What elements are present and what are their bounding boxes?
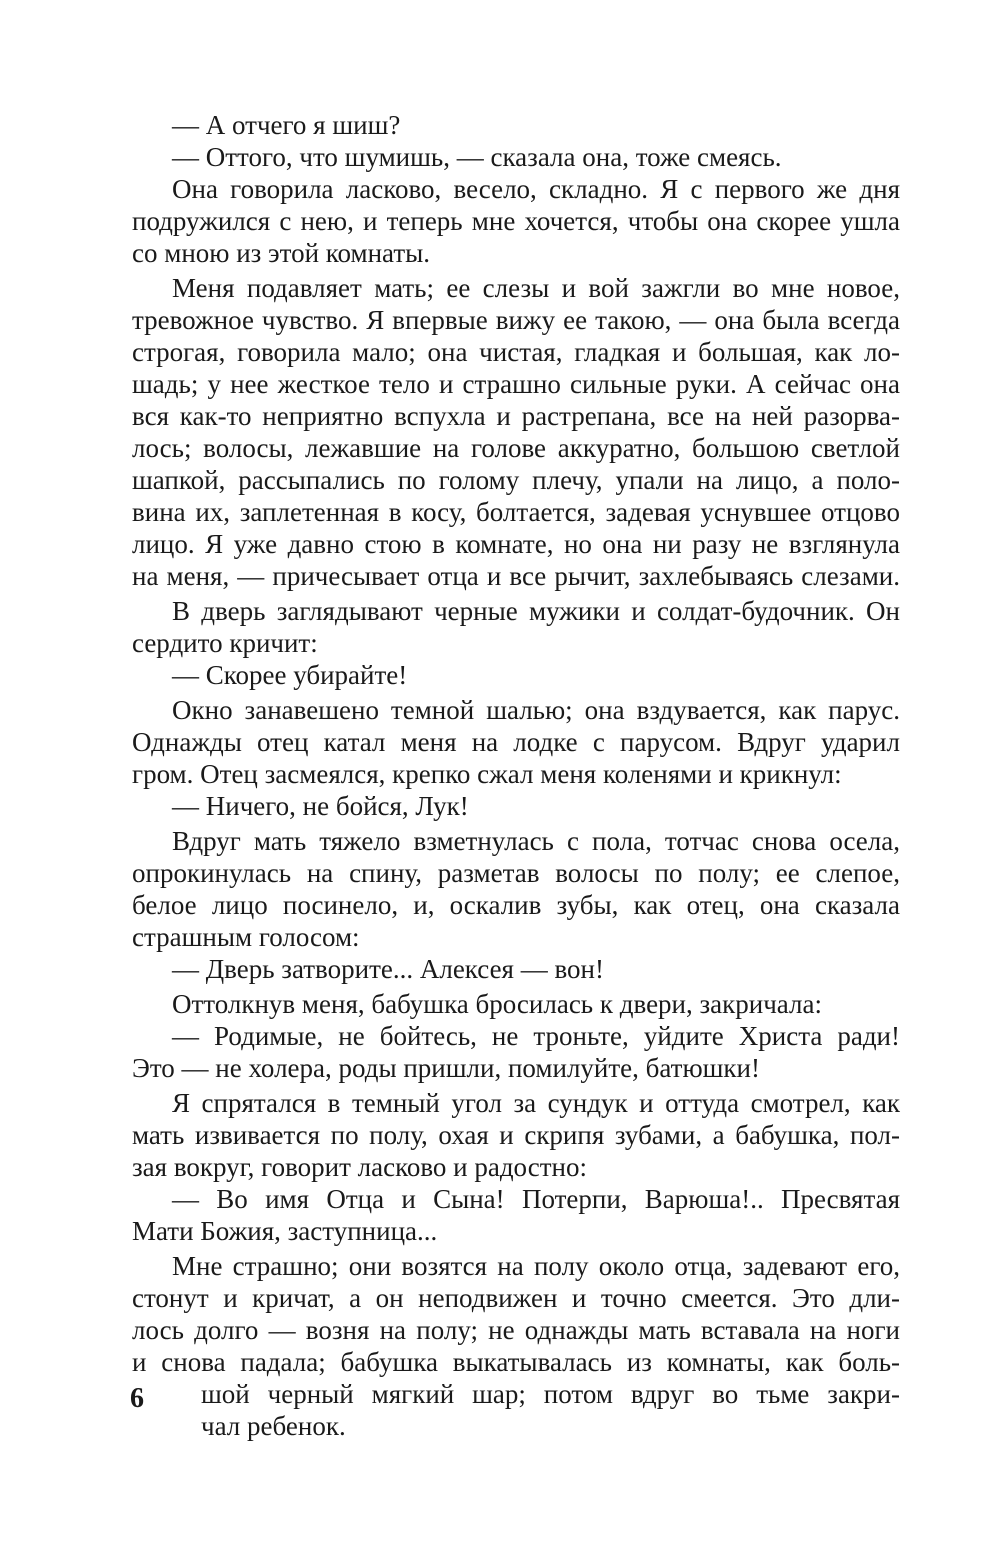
text-line-20: Однажды отец катал меня на лодке с парусом. Вдруг ударил [132,727,900,757]
text-line-3: Она говорила ласково, весело, складно. Я с первого же дня [172,174,900,204]
text-line-35: Мати Божия, заступница... [132,1216,438,1246]
text-line-13: вина их, заплетенная в косу, болтается, задевая уснувшее отцово [132,497,900,527]
text-line-5: со мною из этой комнаты. [132,238,431,268]
text-line-24: опрокинулась на спину, разметав волосы по полу; ее слепое, [132,858,900,888]
text-line-4: подружился с нею, и теперь мне хочется, чтобы она скорее ушла [132,206,900,236]
text-line-1: — А отчего я шиш? [172,110,401,140]
text-line-7: тревожное чувство. Я впервые вижу ее такою, — она была всегда [132,305,900,335]
text-line-2: — Оттого, что шумишь, — сказала она, тоже смеясь. [172,142,782,172]
text-line-16: В дверь заглядывают черные мужики и солдат-будочник. Он [172,596,900,626]
text-line-37: стонут и кричат, а он неподвижен и точно смеется. Это дли- [132,1283,900,1313]
text-line-40: шой черный мягкий шар; потом вдруг во тьме закри- [201,1379,900,1409]
text-line-9: шадь; у нее жесткое тело и страшно сильные руки. А сейчас она [132,369,900,399]
text-line-29: — Родимые, не бойтесь, не троньте, уйдите Христа ради! [172,1021,900,1051]
text-line-28: Оттолкнув меня, бабушка бросилась к двери, закричала: [172,989,822,1019]
text-line-15: на меня, — причесывает отца и все рычит, захлебываясь слезами. [132,561,900,591]
text-line-33: зая вокруг, говорит ласково и радостно: [132,1152,587,1182]
text-line-21: гром. Отец засмеялся, крепко сжал меня коленями и крикнул: [132,759,842,789]
text-line-18: — Скорее убирайте! [172,660,408,690]
text-line-36: Мне страшно; они возятся на полу около отца, задевают его, [172,1251,900,1281]
text-line-39: и снова падала; бабушка выкатывалась из комнаты, как боль- [132,1347,900,1377]
text-line-12: шапкой, рассыпались по голому плечу, упали на лицо, а поло- [132,465,900,495]
text-line-19: Окно занавешено темной шалью; она вздувается, как парус. [172,695,900,725]
text-line-32: мать извивается по полу, охая и скрипя зубами, а бабушка, пол- [132,1120,900,1150]
text-line-6: Меня подавляет мать; ее слезы и вой зажгли во мне новое, [172,273,900,303]
text-line-11: лось; волосы, лежавшие на голове аккуратно, большою светлой [132,433,900,463]
text-line-30: Это — не холера, роды пришли, помилуйте, батюшки! [132,1053,760,1083]
text-line-38: лось долго — возня на полу; не однажды мать вставала на ноги [132,1315,900,1345]
text-line-8: строгая, говорила мало; она чистая, гладкая и большая, как ло- [132,337,900,367]
text-line-10: вся как-то неприятно вспухла и растрепана, все на ней разорва- [132,401,900,431]
text-line-41: чал ребенок. [201,1411,346,1441]
text-line-34: — Во имя Отца и Сына! Потерпи, Варюша!.. Пресвятая [172,1184,900,1214]
page-number: 6 [130,1383,144,1414]
text-line-31: Я спрятался в темный угол за сундук и оттуда смотрел, как [172,1088,900,1118]
text-line-14: лицо. Я уже давно стою в комнате, но она ни разу не взглянула [132,529,900,559]
text-line-22: — Ничего, не бойся, Лук! [172,791,469,821]
text-line-17: сердито кричит: [132,628,318,658]
text-line-26: страшным голосом: [132,922,360,952]
text-line-27: — Дверь затворите... Алексея — вон! [172,954,604,984]
text-line-23: Вдруг мать тяжело взметнулась с пола, тотчас снова осела, [172,826,900,856]
text-line-25: белое лицо посинело, и, оскалив зубы, как отец, она сказала [132,890,900,920]
